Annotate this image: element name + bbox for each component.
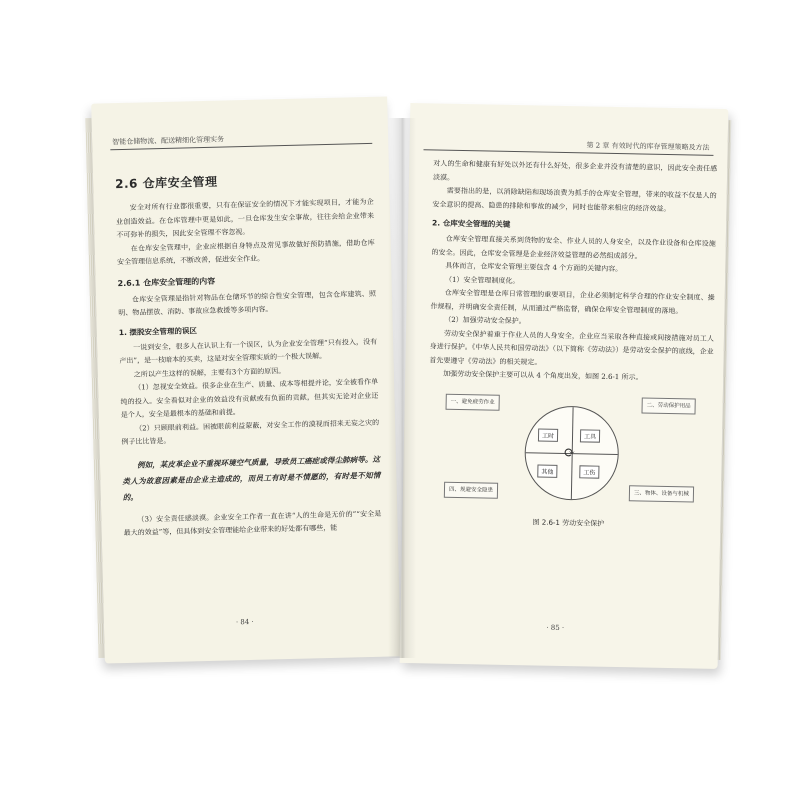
- example-paragraph: 例如，某皮革企业不重视环境空气质量，导致员工癌症或得尘肺病等。这类人为故意因素是由企业主造成的，而员工有时是不情愿的，有时是不知情的。: [122, 454, 381, 502]
- paragraph: 在仓库安全管理中，企业应根据自身特点及常见事故做好预防措施，借助仓库安全管理信息系统，不断改善，促进安全作业。: [116, 238, 375, 267]
- point-title: 2. 仓库安全管理的关键: [432, 218, 511, 229]
- quadrant-label: 工具: [580, 429, 600, 442]
- running-head-left: 智能仓储物流、配送精细化管理实务: [112, 135, 225, 147]
- figure-caption: 图 2.6-1 劳动安全保护: [532, 517, 605, 528]
- paragraph: 劳动安全保护着重于作业人员的人身安全，企业应当采取各种直接或间接措施对员工人身进行保护。《中华人民共和国劳动法》（以下简称《劳动法》）是劳动安全保护的底线，企业首先要遵守《劳动法》的相关规定。: [429, 329, 715, 367]
- diagram-box-bottom-right: 三、物体、设备与机械: [629, 485, 694, 502]
- paragraph: （2）加强劳动安全保护。: [444, 315, 526, 326]
- cycle-arrows-icon: ⟳: [563, 444, 576, 461]
- paragraph: 仓库安全管理是仓库日常管理的重要项目，企业必须制定科学合理的作业安全制度、操作规程，并明确安全责任制，从而通过严格监督，确保仓库安全管理制度的落地。: [430, 288, 715, 315]
- page-number-left: · 84 ·: [235, 617, 254, 627]
- left-page-content: [115, 169, 382, 541]
- point-title: 1. 摆脱安全管理的误区: [118, 325, 198, 337]
- paragraph: （1）忽视安全效益。很多企业在生产、质量、成本等相提并论，安全被看作单纯的投入。安全看似对企业的效益没有贡献或有负面的贡献，但其实无论对企业还是个人，安全是最根本的基础和前提。: [120, 377, 379, 420]
- quadrant-label: 其他: [537, 464, 557, 477]
- subsection-title: 2.6.1 仓库安全管理的内容: [117, 276, 216, 288]
- diagram-circle: [524, 405, 620, 501]
- right-page: [400, 103, 729, 669]
- paragraph: 需要指出的是，以消除缺陷和现场浪费为抓手的仓库安全管理，带来的收益不仅是人的安全意识的提高、隐患的排除和事故的减少，同时也能带来相应的经济效益。: [432, 186, 717, 213]
- labor-safety-diagram: [444, 389, 696, 514]
- running-head-right: 第 2 章 有效时代的库存管理策略及方法: [586, 141, 710, 152]
- quadrant-label: 工时: [538, 428, 558, 441]
- quadrant-label: 工伤: [579, 465, 599, 478]
- paragraph: 加强劳动安全保护主要可以从 4 个角度出发，如图 2.6-1 所示。: [443, 369, 643, 382]
- paragraph: 对人的生命和健康有好处以外还有什么好处，很多企业并没有清楚的意识，因此安全责任感淡漠。: [432, 159, 718, 182]
- paragraph: 仓库安全管理直接关系到货物的安全、作业人员的人身安全，以及作业设备和仓库设施的安全。因此，仓库安全管理是企业经济效益管理的必然组成部分。: [431, 234, 716, 260]
- section-title: 2.6 仓库安全管理: [115, 174, 218, 192]
- right-page-content: [426, 157, 717, 530]
- diagram-box-bottom-left: 四、规避安全隐患: [444, 481, 498, 498]
- paragraph: 仓库安全管理是指针对物品在仓储环节的综合性安全管理，包含仓库建筑、照明、物品摆放、消防、事故应急救援等多项内容。: [118, 289, 377, 318]
- paragraph: 之所以产生这样的误解，主要有3个方面的原因。: [133, 366, 286, 379]
- left-page: [91, 96, 401, 663]
- diagram-box-top-left: 一、避免疲劳作业: [446, 393, 500, 410]
- page-number-right: · 85 ·: [546, 623, 565, 633]
- paragraph: （3）安全责任感淡漠。企业安全工作者一直在讲“人的生命是无价的”“安全是最大的效益”等，但具体到安全管理能给企业带来的好处都有哪些，能: [123, 509, 382, 538]
- paragraph: 一说到安全，很多人在认识上有一个误区，认为企业安全管理“只有投入，没有产出”，是一枝暗本的买卖，这是对安全管理实质的一个极大误解。: [119, 337, 378, 366]
- diagram-box-top-right: 二、劳动保护用品: [641, 397, 695, 414]
- paragraph: （2）只顾眼前利益。困被眼前利益蒙蔽，对安全工作的漠视而招来无妄之灾的例子比比皆是。: [121, 418, 380, 447]
- paragraph: （1）安全管理制度化。: [444, 275, 520, 285]
- book-gutter: [388, 118, 416, 658]
- paragraph: 安全对所有行业都很重要，只有在保证安全的情况下才能实现项目，才能为企业创造效益。在仓库管理中更是如此，一旦仓库发生安全事故，往往会给企业带来不可弥补的损失，因此安全管理不容忽视。: [115, 197, 375, 240]
- paragraph: 具体而言，仓库安全管理主要包含 4 个方面的关键内容。: [445, 261, 623, 274]
